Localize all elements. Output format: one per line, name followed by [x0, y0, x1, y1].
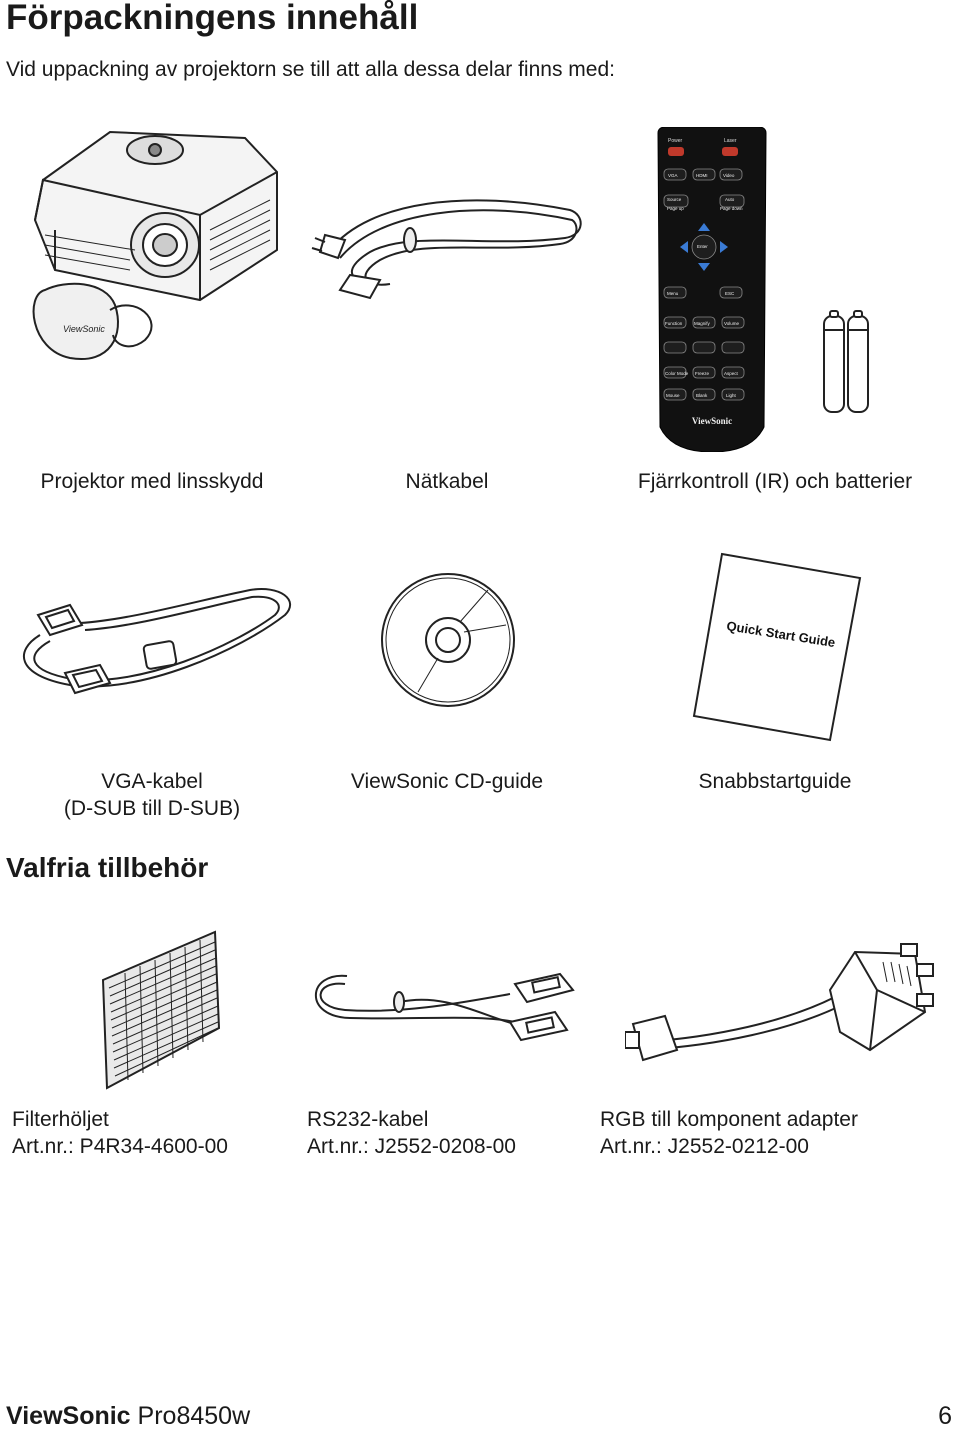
- optional-filter-part: Art.nr.: P4R34-4600-00: [12, 1135, 228, 1158]
- rs232-cable-illustration: [305, 962, 585, 1082]
- optional-rs232-part: Art.nr.: J2552-0208-00: [307, 1135, 516, 1158]
- caption-projector: Projektor med linsskydd: [40, 470, 264, 493]
- optional-filter: [12, 1106, 228, 1160]
- filter-cover-illustration: [95, 928, 225, 1090]
- remote-auto-label: Auto: [725, 197, 735, 202]
- guide-cover-title: Quick Start Guide: [725, 618, 837, 651]
- remote-enter-label: Enter: [697, 244, 708, 249]
- remote-vga-label: VGA: [668, 173, 678, 178]
- remote-brand-text: ViewSonic: [691, 416, 733, 426]
- caption-vga-cable: [12, 768, 292, 822]
- caption-remote: Fjärrkontroll (IR) och batterier: [637, 470, 913, 493]
- quick-start-guide-illustration: [690, 548, 865, 748]
- footer: [6, 1402, 250, 1431]
- projector-illustration: [15, 120, 290, 370]
- caption-cd-guide: ViewSonic CD-guide: [350, 770, 544, 793]
- power-cable-illustration: [310, 180, 590, 300]
- remote-mouse-label: Mouse: [666, 393, 680, 398]
- remote-color-mode-label: Color Mode: [665, 371, 689, 376]
- page-title: Förpackningens innehåll: [6, 0, 419, 37]
- remote-aspect-label: Aspect: [724, 371, 738, 376]
- caption-vga-line1: VGA-kabel: [101, 770, 203, 793]
- remote-laser-label: Laser: [724, 138, 737, 144]
- remote-blank-label: Blank: [696, 393, 708, 398]
- remote-video-label: Video: [723, 173, 735, 178]
- remote-source-label: Source: [667, 197, 682, 202]
- optional-rgb-name: RGB till komponent adapter: [600, 1108, 858, 1131]
- caption-vga-line2: (D-SUB till D-SUB): [63, 797, 241, 820]
- remote-control-illustration: [652, 127, 772, 452]
- caption-power-cable: Nätkabel: [405, 470, 489, 493]
- optional-rs232-name: RS232-kabel: [307, 1108, 429, 1131]
- remote-magnify-label: Magnify: [694, 321, 710, 326]
- optional-rs232: [307, 1106, 516, 1160]
- footer-brand: ViewSonic: [6, 1402, 131, 1430]
- vga-cable-illustration: [10, 575, 295, 710]
- remote-freeze-label: Freeze: [695, 371, 710, 376]
- remote-power-label: Power: [668, 138, 683, 144]
- remote-menu-label: Menu: [667, 291, 679, 296]
- page-number: 6: [938, 1402, 952, 1430]
- rgb-component-adapter-illustration: [625, 942, 950, 1077]
- optional-accessories-heading: Valfria tillbehör: [6, 852, 209, 883]
- remote-page-up-label: Page up: [667, 206, 684, 211]
- batteries-illustration: [818, 308, 874, 416]
- remote-esc-label: ESC: [725, 291, 735, 296]
- caption-quick-start: Snabbstartguide: [698, 770, 852, 793]
- cd-illustration: [378, 570, 518, 710]
- optional-filter-name: Filterhöljet: [12, 1108, 109, 1131]
- projector-brand-text: ViewSonic: [63, 324, 105, 334]
- intro-text: Vid uppackning av projektorn se till att alla dessa delar finns med:: [6, 58, 615, 81]
- remote-page-down-label: Page down: [720, 206, 743, 211]
- remote-function-label: Function: [665, 321, 683, 326]
- optional-rgb-part: Art.nr.: J2552-0212-00: [600, 1135, 809, 1158]
- remote-hdmi-label: HDMI: [696, 173, 708, 178]
- remote-volume-label: Volume: [724, 321, 740, 326]
- footer-model: Pro8450w: [137, 1402, 251, 1430]
- remote-light-label: Light: [726, 393, 736, 398]
- optional-rgb-adapter: [600, 1106, 858, 1160]
